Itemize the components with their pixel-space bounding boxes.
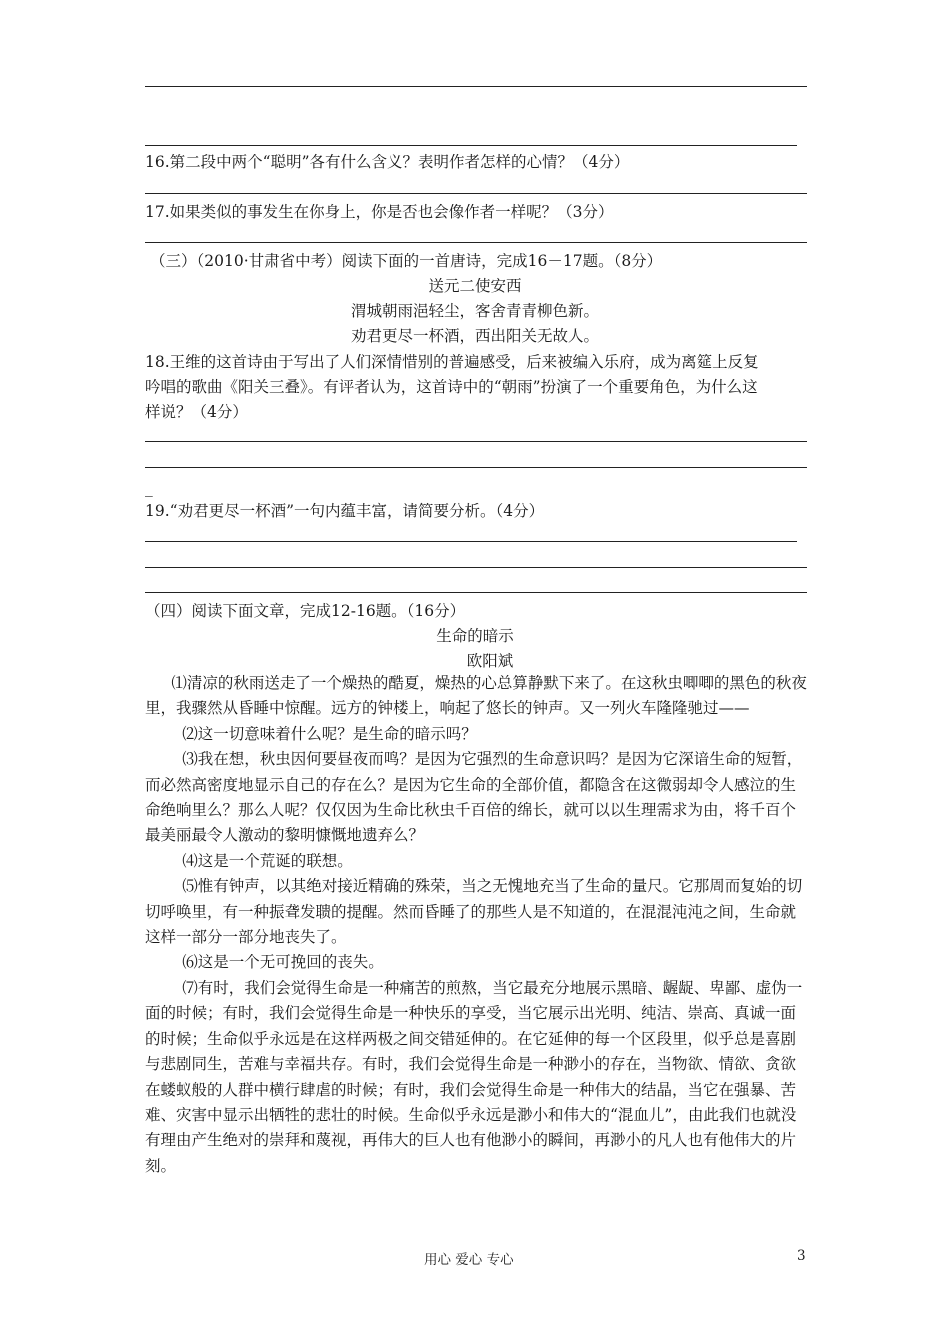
article-paragraph: ⑴清凉的秋雨送走了一个燥热的酷夏，燥热的心总算静默下来了。在这秋虫唧唧的黑色的秋夜里，我骤然从昏睡中惊醒。远方的钟楼上，响起了悠长的钟声。又一列火车隆隆驰过—— xyxy=(145,674,807,718)
article-author: 欧阳斌 xyxy=(466,652,514,670)
article-body xyxy=(145,671,809,1179)
question-19: 19.“劝君更尽一杯酒”一句内蕴丰富，请简要分析。（4分） xyxy=(145,502,545,520)
section-4-heading: （四）阅读下面文章，完成12-16题。（16分） xyxy=(145,602,466,620)
question-18-line-1: 18.王维的这首诗由于写出了人们深情惜别的普遍感受，后来被编入乐府，成为离筵上反复 xyxy=(145,353,759,371)
page-number: 3 xyxy=(797,1248,806,1264)
answer-line xyxy=(145,541,797,542)
article-paragraph: ⑺有时，我们会觉得生命是一种痛苦的煎熬，当它最充分地展示黑暗、龌龊、卑鄙、虚伪一面的时候；有时，我们会觉得生命是一种快乐的享受，当它展示出光明、纯洁、崇高、真诚一面的时候；生命似乎永远是在这样两极之间交错延伸的。在它延伸的每一个区段里，似乎总是喜剧与悲剧同生，苦难与幸福共存。有时，我们会觉得生命是一种渺小的存在，当物欲、情欲、贪欲在蝼蚁般的人群中横行肆虐的时候；有时，我们会觉得生命是一种伟大的结晶，当它在强暴、苦难、灾害中显示出牺牲的悲壮的时候。生命似乎永远是渺小和伟大的“混血儿”，由此我们也就没有理由产生绝对的崇拜和蔑视，再伟大的巨人也有他渺小的瞬间，再渺小的凡人也有他伟大的片刻。 xyxy=(145,978,803,1175)
footer-slogan: 用心 爱心 专心 xyxy=(424,1252,514,1268)
question-18-line-2: 吟唱的歌曲《阳关三叠》。有评者认为，这首诗中的“朝雨”扮演了一个重要角色，为什么这 xyxy=(145,378,758,396)
article-paragraph: ⑷这是一个荒诞的联想。 xyxy=(182,851,353,870)
stray-mark: _ xyxy=(145,479,153,497)
article-paragraph: ⑹这是一个无可挽回的丧失。 xyxy=(182,953,384,972)
answer-line xyxy=(145,441,807,442)
answer-line xyxy=(145,592,807,593)
poem-line-2: 劝君更尽一杯酒，西出阳关无故人。 xyxy=(350,327,599,345)
article-paragraph: ⑶我在想，秋虫因何要昼夜而鸣？是因为它强烈的生命意识吗？是因为它深谙生命的短暂，而必然高密度地显示自己的存在么？是因为它生命的全部价值，都隐含在这微弱却令人感泣的生命绝响里么？那么人呢？仅仅因为生命比秋虫千百倍的绵长，就可以以生理需求为由，将千百个最美丽最令人激动的黎明慷慨地遗弃么？ xyxy=(145,750,803,845)
poem-title: 送元二使安西 xyxy=(428,277,522,295)
question-17: 17.如果类似的事发生在你身上，你是否也会像作者一样呢？（3分） xyxy=(145,203,614,221)
article-paragraph: ⑸惟有钟声，以其绝对接近精确的殊荣，当之无愧地充当了生命的量尺。它那周而复始的切切呼唤里，有一种振聋发聩的提醒。然而昏睡了的那些人是不知道的，在混混沌沌之间，生命就这样一部分一部分地丧失了。 xyxy=(145,877,803,947)
answer-line xyxy=(145,145,797,146)
poem-line-1: 渭城朝雨浥轻尘，客舍青青柳色新。 xyxy=(350,302,599,320)
question-16: 16.第二段中两个“聪明”各有什么含义？表明作者怎样的心情？（4分） xyxy=(145,153,630,171)
answer-line xyxy=(145,86,807,87)
question-18-line-3: 样说？（4分） xyxy=(145,403,248,421)
answer-line xyxy=(145,242,807,243)
section-3-heading: （三）（2010·甘肃省中考）阅读下面的一首唐诗，完成16－17题。（8分） xyxy=(150,252,663,270)
answer-line xyxy=(145,193,807,194)
article-paragraph: ⑵这一切意味着什么呢？是生命的暗示吗？ xyxy=(182,724,477,743)
article-title: 生命的暗示 xyxy=(436,627,514,645)
answer-line xyxy=(145,467,807,468)
answer-line xyxy=(145,567,807,568)
